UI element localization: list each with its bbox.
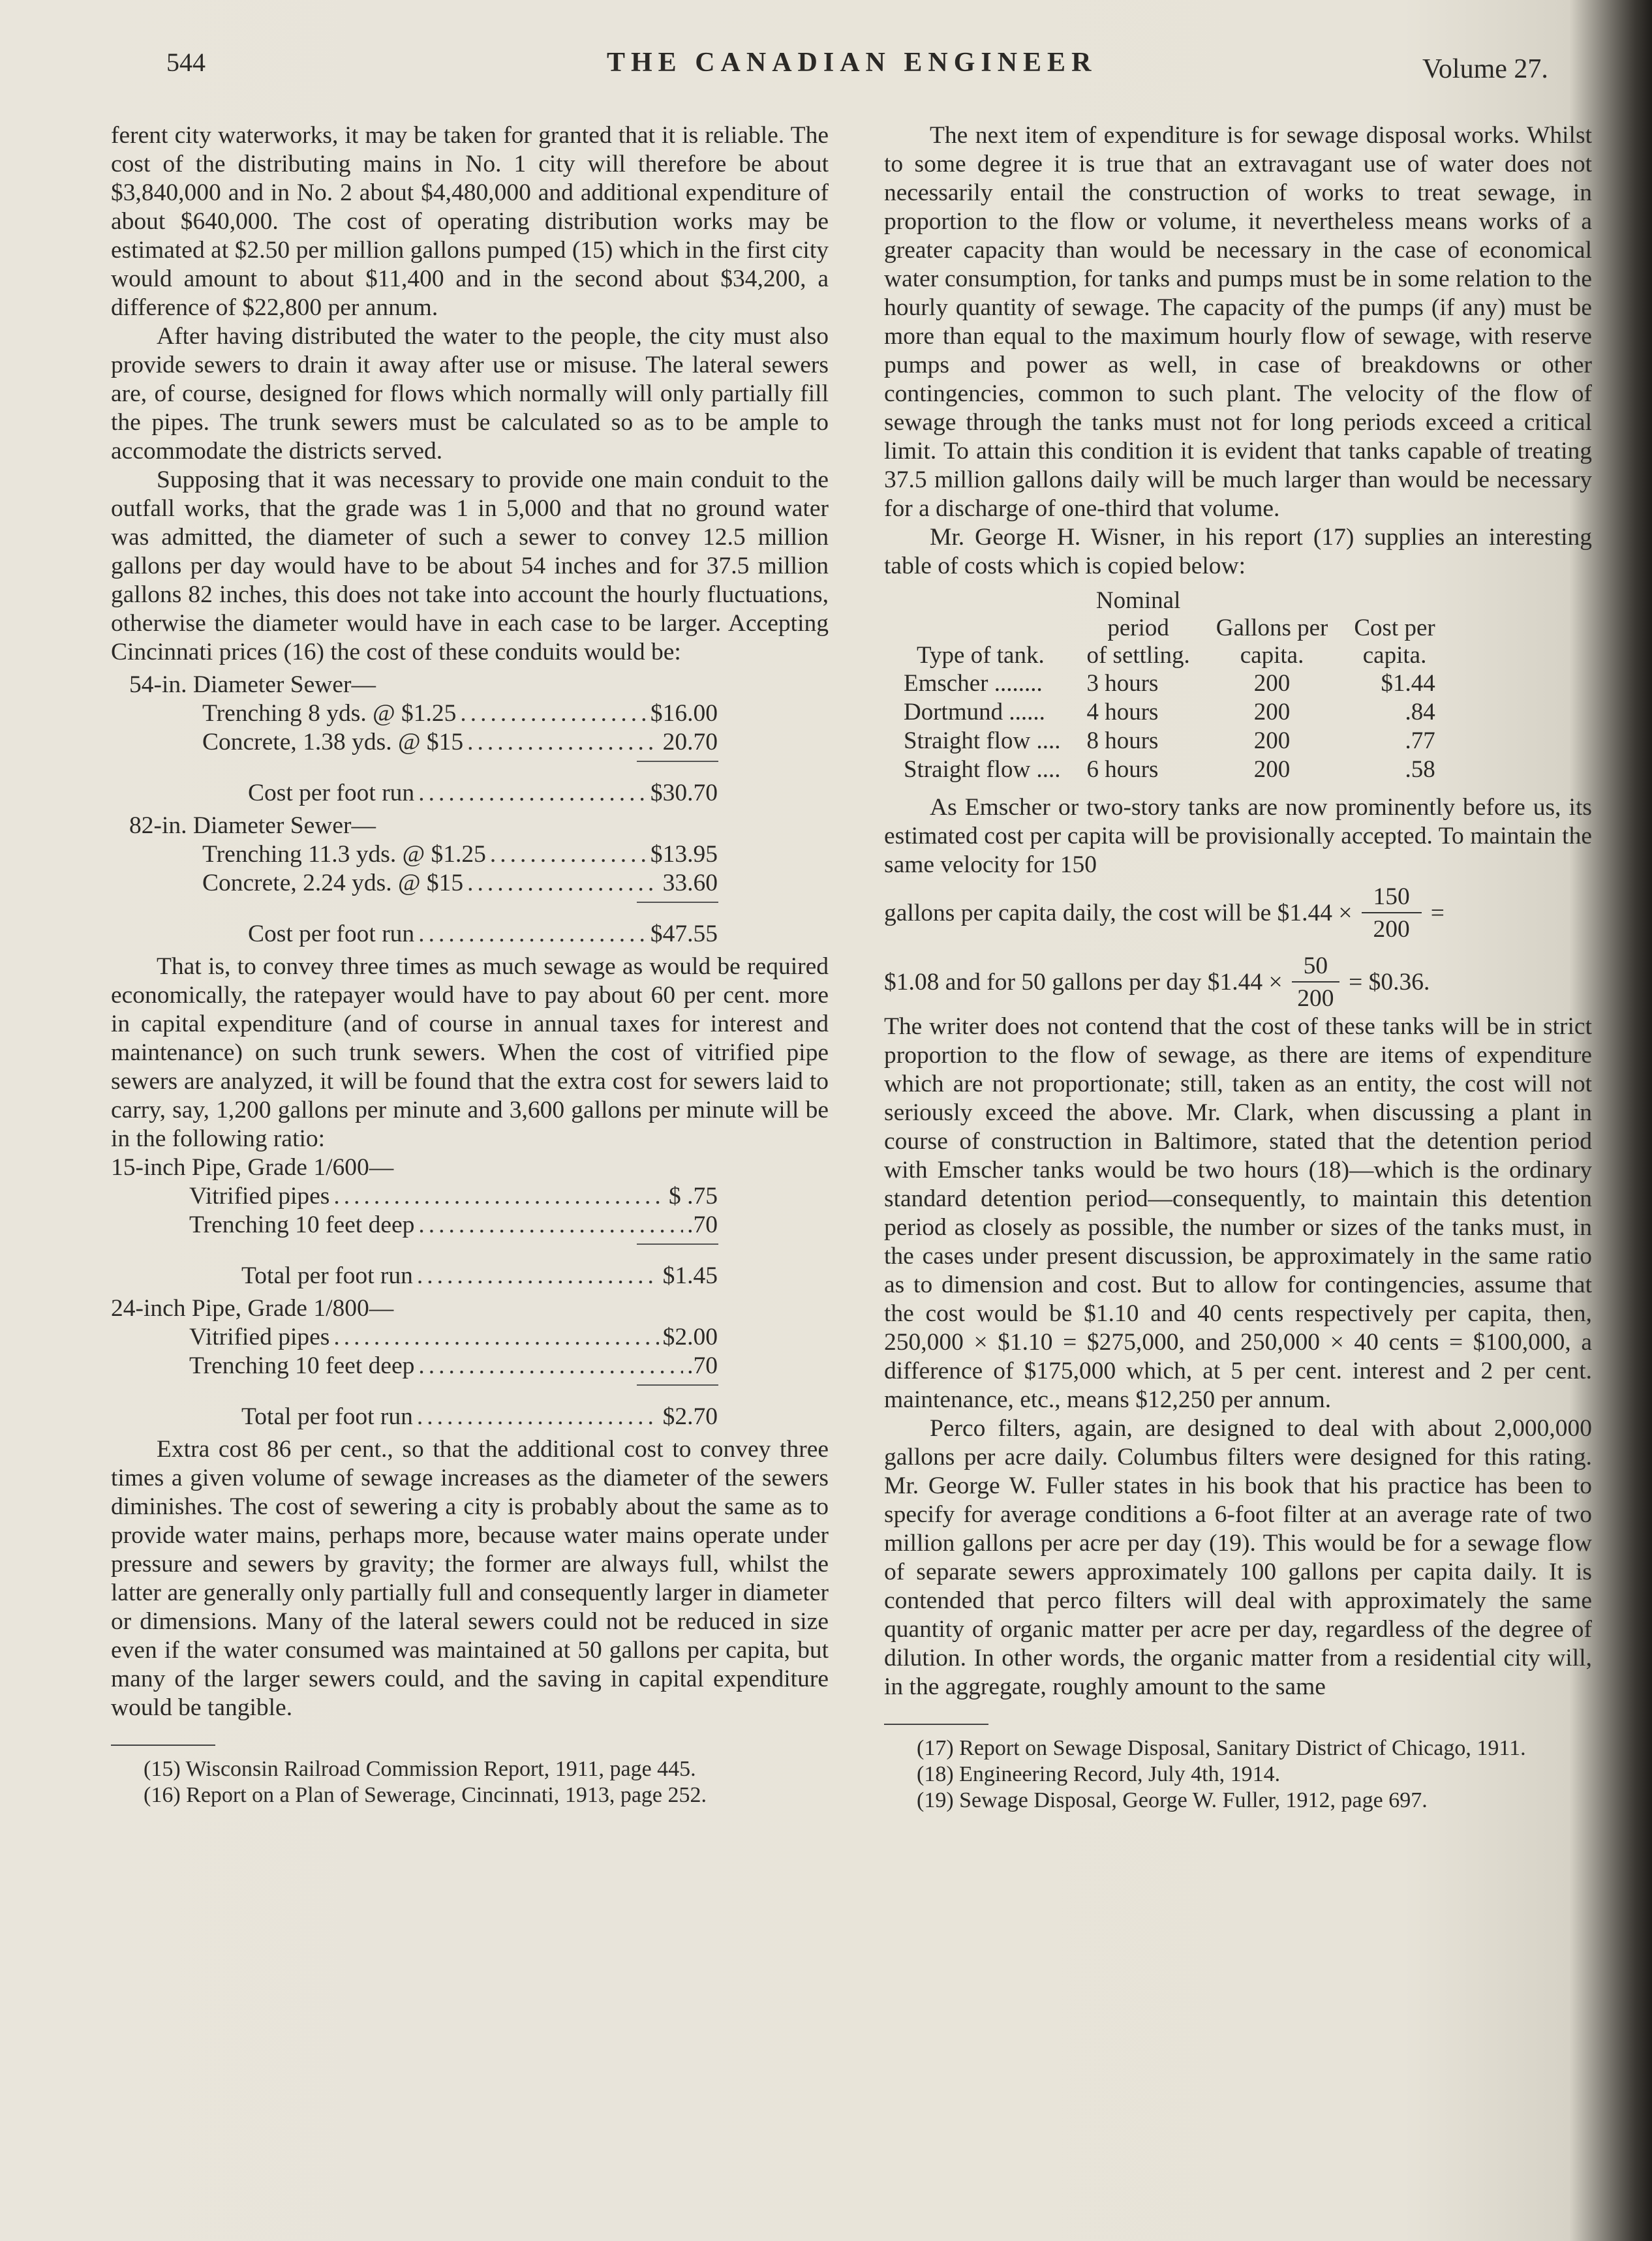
column-header: Type of tank. <box>917 642 1045 669</box>
cost-list-title: 54-in. Diameter Sewer— <box>129 671 376 698</box>
column-header: Nominal period of settling. <box>1086 587 1190 669</box>
formula-line: gallons per capita daily, the cost will be $1.44 × $\frac{150}{200}$ = <box>884 883 1445 943</box>
right-column <box>884 121 1592 1814</box>
divider <box>637 1384 718 1386</box>
paragraph: That is, to convey three times as much sewage as would be required economically, the ratepayer would have to pay about 60 per cent. more in capital expenditure (and of course in annual taxes for interest and maintenance) on such trunk sewers. When the cost of vitrified pipe sewers are analyzed, it will be found that the extra cost for sewers laid to carry, say, 1,200 gallons per minute and 3,600 gallons per minute will be in the following ratio: <box>111 953 829 1152</box>
divider <box>637 1243 718 1245</box>
cost-list-82in <box>111 812 829 949</box>
footnote-18: (18) Engineering Record, July 4th, 1914. <box>917 1762 1281 1786</box>
paragraph: Perco filters, again, are designed to deal with about 2,000,000 gallons per acre daily. Columbus filters were designed for this rating. Mr. George W. Fuller states in his book that his practice has been to specify for average conditions a 6-foot filter at an average rate of two million gallons per acre per day (19). This would be for a sewage flow of separate sewers approximately 100 gallons per capita daily. It is contended that perco filters will deal with approximately the same quantity of organic matter per acre per day, regardless of the degree of dilution. In other words, the organic matter from a residential city will, in the aggregate, roughly amount to the same <box>884 1415 1592 1700</box>
left-column <box>111 121 829 1808</box>
footnote-17: (17) Report on Sewage Disposal, Sanitary District of Chicago, 1911. <box>917 1736 1526 1760</box>
paragraph: Supposing that it was necessary to provide one main conduit to the outfall works, that the grade was 1 in 5,000 and that no ground water was admitted, the diameter of such a sewer to convey 12.5 million gallons per day would have to be about 54 inches and for 37.5 million gallons 82 inches, this does not take into account the hourly fluctuations, otherwise the diameter would have in each case to be larger. Accepting Cincinnati prices (16) the cost of these conduits would be: <box>111 466 829 665</box>
footnote-divider <box>884 1724 988 1725</box>
cost-list-title: 24-inch Pipe, Grade 1/800— <box>111 1295 394 1322</box>
table-row: Straight flow .... 8 hours 200 .77 <box>904 727 1435 754</box>
footnote-divider <box>111 1745 215 1746</box>
cost-list-title: 15-inch Pipe, Grade 1/600— <box>111 1154 394 1181</box>
paragraph: The writer does not contend that the cost of these tanks will be in strict proportion to the flow of sewage, as there are items of expenditure which are not proportionate; still, taken as an entity, the cost will not seriously exceed the above. Mr. Clark, when discussing a plant in course of construction in Baltimore, stated that the detention period with Emscher tanks would be two hours (18)—which is the ordinary standard detention period—consequently, to maintain this detention period as closely as possible, the number or sizes of the tanks must, in the cases under present discussion, be approximately in the same ratio as to dimension and cost. But to allow for contingencies, assume that the cost would be $1.10 and 40 cents respectively per capita, then, 250,000 × $1.10 = $275,000, and 250,000 × 40 cents = $100,000, a difference of $175,000 which, at 5 per cent. interest and 2 per cent. maintenance, etc., means $12,250 per annum. <box>884 1013 1592 1413</box>
cost-list-15in <box>111 1153 829 1290</box>
volume-label: Volume 27. <box>1422 54 1548 84</box>
divider <box>637 902 718 903</box>
column-header: Cost per capita. <box>1354 615 1435 669</box>
table-row: Emscher ........ 3 hours 200 $1.44 <box>904 670 1435 697</box>
cost-row: Concrete, 2.24 yds. @ $15 ..... 33.60 <box>202 869 718 898</box>
footnote-16: (16) Report on a Plan of Sewerage, Cincinnati, 1913, page 252. <box>144 1783 707 1807</box>
footnote-15: (15) Wisconsin Railroad Commission Report, 1911, page 445. <box>144 1757 696 1781</box>
paragraph: After having distributed the water to the people, the city must also provide sewers to drain it away after use or misuse. The lateral sewers are, of course, designed for flows which normally will only partially fill the pipes. The trunk sewers must be calculated so as to be ample to accommodate the districts served. <box>111 323 829 465</box>
cost-total-row: Total per foot run ..... $1.45 <box>241 1262 718 1290</box>
cost-list-title: 82-in. Diameter Sewer— <box>129 812 376 839</box>
cost-row: Trenching 10 feet deep ..... .70 <box>189 1211 718 1240</box>
formula-line: $1.08 and for 50 gallons per day $1.44 × $\frac{50}{200}$ = $0.36. <box>884 953 1430 1012</box>
page-number: 544 <box>166 48 206 77</box>
table-row: Dortmund ...... 4 hours 200 .84 <box>904 699 1435 725</box>
paragraph: ferent city waterworks, it may be taken for granted that it is reliable. The cost of the distributing mains in No. 1 city will therefore be about $3,840,000 and in No. 2 about $4,480,000 and additional expenditure of about $640,000. The cost of operating distribution works may be estimated at $2.50 per million gallons pumped (15) which in the first city would amount to about $11,400 and in the second about $34,200, a difference of $22,800 per annum. <box>111 122 829 321</box>
paragraph: As Emscher or two-story tanks are now prominently before us, its estimated cost per capita will be provisionally accepted. To maintain the same velocity for 150 <box>884 794 1592 878</box>
cost-total-row: Cost per foot run ..... $47.55 <box>248 920 718 949</box>
paragraph: Mr. George H. Wisner, in his report (17) supplies an interesting table of costs which is copied below: <box>884 524 1592 579</box>
cost-row: Trenching 11.3 yds. @ $1.25 ..... $13.95 <box>202 840 718 869</box>
cost-list-54in <box>111 671 829 808</box>
cost-row: Trenching 8 yds. @ $1.25 ..... $16.00 <box>202 699 718 728</box>
cost-total-row: Cost per foot run ..... $30.70 <box>248 779 718 808</box>
fraction: $\frac{50}{200}$ <box>1292 953 1340 1013</box>
footnote-19: (19) Sewage Disposal, George W. Fuller, 1912, page 697. <box>917 1788 1428 1812</box>
masthead: THE CANADIAN ENGINEER <box>607 48 1097 78</box>
column-header: Gallons per capita. <box>1216 615 1328 669</box>
cost-row: Vitrified pipes ..... $2.00 <box>189 1323 718 1352</box>
cost-total-row: Total per foot run ..... $2.70 <box>241 1403 718 1431</box>
page-header <box>0 47 1652 86</box>
tank-cost-table <box>904 587 1448 784</box>
cost-row: Concrete, 1.38 yds. @ $15 ..... 20.70 <box>202 728 718 757</box>
divider <box>637 761 718 762</box>
cost-row: Vitrified pipes ..... $ .75 <box>189 1182 718 1211</box>
table-header-row <box>904 587 1448 669</box>
cost-row: Trenching 10 feet deep ..... .70 <box>189 1352 718 1380</box>
cost-list-24in <box>111 1294 829 1431</box>
table-row: Straight flow .... 6 hours 200 .58 <box>904 756 1435 783</box>
paragraph: The next item of expenditure is for sewage disposal works. Whilst to some degree it is true that an extravagant use of water does not necessarily entail the construction of works to treat sewage, in proportion to the flow or volume, it nevertheless means works of a greater capacity than would be necessary in the case of economical water consumption, for tanks and pumps must be in some relation to the hourly quantity of sewage. The capacity of the pumps (if any) must be more than equal to the maximum hourly flow of sewage, with reserve pumps and power as well, in case of breakdowns or other contingencies, common to such plant. The velocity of the flow of sewage through the tanks must not for long periods exceed a critical limit. To attain this condition it is evident that tanks capable of treating 37.5 million gallons daily will be much larger than would be necessary for a discharge of one-third that volume. <box>884 122 1592 522</box>
fraction: $\frac{150}{200}$ <box>1362 883 1422 943</box>
paragraph: Extra cost 86 per cent., so that the additional cost to convey three times a given volume of sewage increases as the diameter of the sewers diminishes. The cost of sewering a city is probably about the same as to provide water mains, perhaps more, because water mains operate under pressure and sewers by gravity; the former are always full, whilst the latter are generally only partially full and consequently larger in diameter or dimensions. Many of the lateral sewers could not be reduced in size even if the water consumed was maintained at 50 gallons per capita, but many of the larger sewers could, and the saving in capital expenditure would be tangible. <box>111 1436 829 1721</box>
